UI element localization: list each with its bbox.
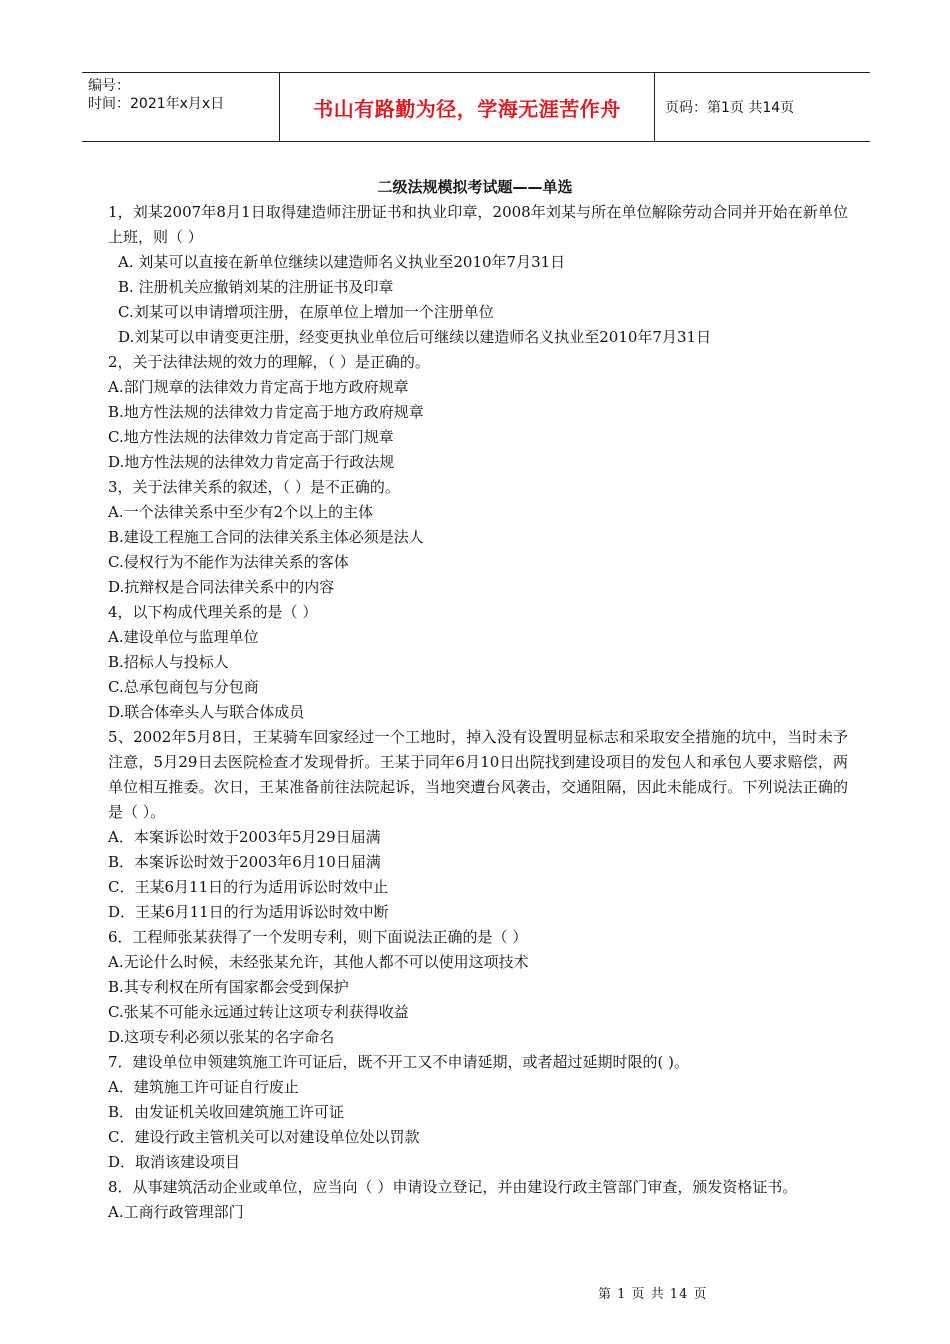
motto: 书山有路勤为径，学海无涯苦作舟	[280, 73, 655, 141]
question-2-option-b: B.地方性法规的法律效力肯定高于地方政府规章	[108, 403, 424, 421]
question-7-option-c: C．建设行政主管机关可以对建设单位处以罚款	[108, 1128, 420, 1146]
question-6-option-c: C.张某不可能永远通过转让这项专利获得收益	[108, 1003, 409, 1021]
question-5-option-d: D．王某6月11日的行为适用诉讼时效中断	[108, 903, 389, 921]
question-2-option-c: C.地方性法规的法律效力肯定高于部门规章	[108, 428, 394, 446]
question-1-option-b: B. 注册机关应撤销刘某的注册证书及印章	[118, 278, 394, 296]
question-8-option-a: A.工商行政管理部门	[108, 1203, 244, 1221]
question-4-option-b: B.招标人与投标人	[108, 653, 229, 671]
question-6-stem: 6．工程师张某获得了一个发明专利，则下面说法正确的是（ ）	[108, 928, 528, 946]
question-1-stem: 1，刘某2007年8月1日取得建造师注册证书和执业印章，2008年刘某与所在单位解除劳动合同并开始在新单位上班，则（ ）	[108, 203, 848, 246]
header-table	[82, 72, 870, 142]
question-2-stem: 2，关于法律法规的效力的理解，（ ）是正确的。	[108, 353, 430, 371]
question-7-option-b: B．由发证机关收回建筑施工许可证	[108, 1103, 345, 1121]
question-3-option-d: D.抗辩权是合同法律关系中的内容	[108, 578, 335, 596]
question-1-option-d: D.刘某可以申请变更注册，经变更执业单位后可继续以建造师名义执业至2010年7月31日	[118, 328, 712, 346]
document-title: 二级法规模拟考试题——单选	[377, 178, 573, 196]
question-3-option-b: B.建设工程施工合同的法律关系主体必须是法人	[108, 528, 424, 546]
question-5-option-b: B．本案诉讼时效于2003年6月10日届满	[108, 853, 381, 871]
question-4-option-a: A.建设单位与监理单位	[108, 628, 259, 646]
question-4-option-c: C.总承包商包与分包商	[108, 678, 259, 696]
question-6-option-d: D.这项专利必须以张某的名字命名	[108, 1028, 335, 1046]
header-meta	[82, 73, 280, 141]
question-2-option-d: D.地方性法规的法律效力肯定高于行政法规	[108, 453, 395, 471]
question-4-option-d: D.联合体牵头人与联合体成员	[108, 703, 305, 721]
question-3-stem: 3，关于法律关系的叙述，（ ）是不正确的。	[108, 478, 400, 496]
page-label: 页码：第1页 共14页	[665, 100, 795, 116]
question-5-option-c: C．王某6月11日的行为适用诉讼时效中止	[108, 878, 389, 896]
time-label: 时间：2021年x月x日	[88, 96, 225, 112]
question-6-option-a: A.无论什么时候，未经张某允许，其他人都不可以使用这项技术	[108, 953, 529, 971]
question-2-option-a: A.部门规章的法律效力肯定高于地方政府规章	[108, 378, 409, 396]
question-1-option-c: C.刘某可以申请增项注册，在原单位上增加一个注册单位	[118, 303, 494, 321]
question-5-stem: 5、2002年5月8日，王某骑车回家经过一个工地时，掉入没有设置明显标志和采取安全措施的坑中，当时未予注意，5月29日去医院检查才发现骨折。王某于同年6月10日出院找到建设项目的发包人和承包人要求赔偿，两单位相互推委。次日，王某准备前往法院起诉，当地突遭台风袭击，交通阻隔，因此未能成行。下列说法正确的是（ ）。	[108, 728, 848, 821]
question-8-stem: 8．从事建筑活动企业或单位，应当向（ ）申请设立登记，并由建设行政主管部门审查，颁发资格证书。	[108, 1178, 798, 1196]
question-3-option-a: A.一个法律关系中至少有2个以上的主体	[108, 503, 374, 521]
serial-label: 编号：	[88, 78, 130, 94]
question-7-stem: 7．建设单位申领建筑施工许可证后，既不开工又不申请延期，或者超过延期时限的( )。	[108, 1053, 690, 1071]
question-6-option-b: B.其专利权在所有国家都会受到保护	[108, 978, 349, 996]
question-3-option-c: C.侵权行为不能作为法律关系的客体	[108, 553, 349, 571]
question-1-option-a: A. 刘某可以直接在新单位继续以建造师名义执业至2010年7月31日	[118, 253, 566, 271]
question-7-option-a: A．建筑施工许可证自行废止	[108, 1078, 299, 1096]
question-5-option-a: A．本案诉讼时效于2003年5月29日届满	[108, 828, 381, 846]
question-7-option-d: D．取消该建设项目	[108, 1153, 241, 1171]
question-4-stem: 4，以下构成代理关系的是（ ）	[108, 603, 318, 621]
page-footer: 第 1 页 共 14 页	[598, 1287, 708, 1302]
question-list	[108, 200, 848, 1225]
